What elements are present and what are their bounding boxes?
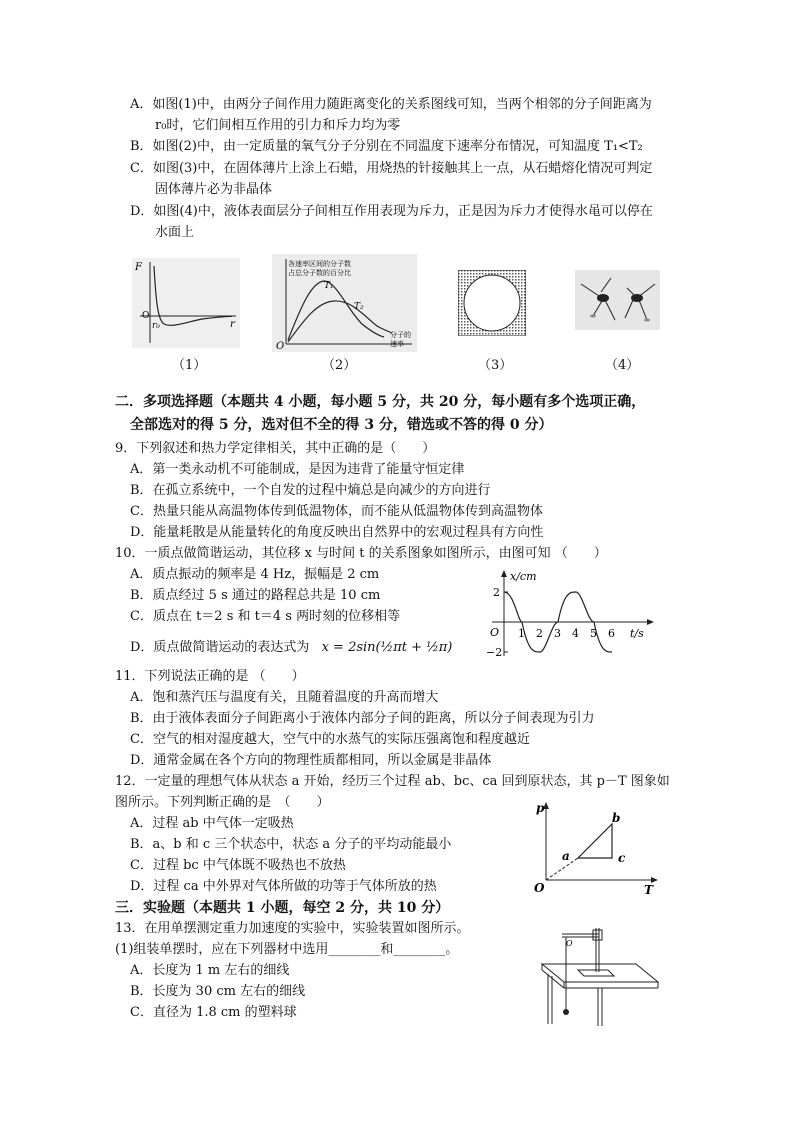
q10-graph-y-pos: 2 bbox=[493, 586, 500, 599]
q9-stem: 9．下列叙述和热力学定律相关，其中正确的是（ ） bbox=[115, 441, 436, 456]
q12-option-b: B．a、b 和 c 三个状态中，状态 a 分子的平均动能最小 bbox=[130, 837, 452, 852]
q9-option-c: C．热量只能从高温物体传到低温物体，而不能从低温物体传到高温物体 bbox=[130, 504, 543, 519]
fig1-o-label: O bbox=[142, 311, 150, 321]
q13-option-b: B．长度为 30 cm 左右的细线 bbox=[130, 984, 306, 999]
section-2-title-line2: 全部选对的得 5 分，选对但不全的得 3 分，错选或不答的得 0 分） bbox=[130, 417, 553, 433]
q12-graph-a-label: a bbox=[562, 849, 570, 863]
q10-graph-y-neg: −2 bbox=[486, 646, 503, 659]
q9-option-b: B．在孤立系统中，一个自发的过程中熵总是向减少的方向进行 bbox=[130, 483, 491, 498]
fig2-o-label: O bbox=[276, 341, 285, 352]
q10-graph-tick-3: 3 bbox=[554, 627, 561, 640]
q12-graph-p-label: p bbox=[536, 801, 545, 815]
figure-3-wax-plate bbox=[458, 270, 526, 340]
q12-graph-c-label: c bbox=[618, 851, 626, 865]
q8-option-a-line2: r₀时，它们间相互作用的引力和斥力均为零 bbox=[155, 118, 401, 133]
figure-2-speed-distribution bbox=[272, 254, 417, 356]
q10-option-a: A．质点振动的频率是 4 Hz，振幅是 2 cm bbox=[130, 567, 380, 582]
q12-option-d: D．过程 ca 中外界对气体所做的功等于气体所放的热 bbox=[130, 879, 437, 894]
q12-pt-graph bbox=[532, 800, 662, 899]
q12-graph-t-label: T bbox=[644, 883, 653, 895]
q10-option-c: C．质点在 t＝2 s 和 t＝4 s 两时刻的位移相等 bbox=[130, 609, 401, 624]
fig2-t1-label: T₁ bbox=[324, 281, 334, 291]
q12-option-c: C．过程 bc 中气体既不吸热也不放热 bbox=[130, 858, 346, 873]
q11-option-c: C．空气的相对湿度越大，空气中的水蒸气的实际压强离饱和程度越近 bbox=[130, 732, 530, 747]
q10-option-b: B．质点经过 5 s 通过的路程总共是 10 cm bbox=[130, 588, 381, 603]
q10-graph-origin: O bbox=[490, 626, 500, 639]
figure-4-caption: （4） bbox=[605, 358, 640, 373]
fig2-ylabel-2: 占总分子数的百分比 bbox=[288, 269, 351, 277]
q12-graph-origin: O bbox=[534, 881, 545, 895]
q10-displacement-graph bbox=[482, 566, 657, 665]
figure-2-caption: （2） bbox=[322, 358, 357, 373]
q13-option-a: A．长度为 1 m 左右的细线 bbox=[130, 963, 290, 978]
section-2-title-line1: 二．多项选择题（本题共 4 小题，每小题 5 分，共 20 分，每小题有多个选项正确， bbox=[115, 394, 646, 410]
q10-graph-ylabel: x/cm bbox=[510, 570, 537, 583]
q11-option-a: A．饱和蒸汽压与温度有关，且随着温度的升高而增大 bbox=[130, 690, 439, 705]
q12-graph-b-label: b bbox=[612, 811, 621, 825]
q10-stem: 10．一质点做简谐运动，其位移 x 与时间 t 的关系图象如图所示，由图可知 （ ） bbox=[115, 546, 607, 561]
figure-1-caption: （1） bbox=[172, 358, 207, 373]
fig2-xlabel-1: 分子的 bbox=[390, 331, 411, 339]
q10-option-d-formula: x = 2sin(½πt + ½π) bbox=[321, 640, 453, 655]
q10-graph-tick-4: 4 bbox=[572, 627, 579, 640]
q13-sub1: (1)组装单摆时，应在下列器材中选用________和________。 bbox=[115, 942, 459, 957]
fig2-t2-label: T₂ bbox=[354, 302, 364, 312]
q10-graph-tick-6: 6 bbox=[608, 627, 615, 640]
q11-option-b: B．由于液体表面分子间距离小于液体内部分子间的距离，所以分子间表现为引力 bbox=[130, 711, 595, 726]
figure-4-water-striders bbox=[575, 270, 660, 334]
q10-graph-tick-2: 2 bbox=[536, 627, 543, 640]
q13-stem: 13．在用单摆测定重力加速度的实验中，实验装置如图所示。 bbox=[115, 921, 470, 936]
q8-option-c-line1: C．如图(3)中，在固体薄片上涂上石蜡，用烧热的针接触其上一点，从石蜡熔化情况可判定 bbox=[130, 161, 653, 176]
fig1-f-label: F bbox=[135, 262, 142, 273]
q9-option-d: D．能量耗散是从能量转化的角度反映出自然界中的宏观过程具有方向性 bbox=[130, 525, 544, 540]
fig2-ylabel-1: 各速率区间的分子数 bbox=[288, 260, 351, 268]
q8-option-d-line2: 水面上 bbox=[155, 225, 195, 240]
q9-option-a: A．第一类永动机不可能制成，是因为违背了能量守恒定律 bbox=[130, 462, 465, 477]
q10-graph-tick-1: 1 bbox=[518, 627, 525, 640]
q10-option-d bbox=[130, 639, 452, 657]
q11-stem: 11．下列说法正确的是 （ ） bbox=[115, 669, 305, 684]
figure-1-force-curve bbox=[132, 258, 240, 352]
fig1-r-label: r bbox=[230, 319, 235, 330]
q8-option-c-line2: 固体薄片必为非晶体 bbox=[155, 182, 273, 197]
q11-option-d: D．通常金属在各个方向的物理性质都相同，所以金属是非晶体 bbox=[130, 753, 492, 768]
q13-option-c: C．直径为 1.8 cm 的塑料球 bbox=[130, 1005, 297, 1020]
figure-3-caption: （3） bbox=[478, 358, 513, 373]
section-3-title: 三．实验题（本题共 1 小题，每空 2 分，共 10 分） bbox=[115, 900, 450, 916]
fig2-xlabel-2: 速率 bbox=[390, 340, 404, 348]
q10-graph-tick-5: 5 bbox=[590, 627, 597, 640]
q12-stem-line1: 12．一定量的理想气体从状态 a 开始，经历三个过程 ab、bc、ca 回到原状态，其 p－T 图象如 bbox=[115, 774, 670, 789]
q12-stem-line2: 图所示。下列判断正确的是 （ ） bbox=[115, 795, 330, 810]
q8-option-b: B．如图(2)中，由一定质量的氧气分子分别在不同温度下速率分布情况，可知温度 T₁<T₂ bbox=[130, 139, 643, 154]
q10-option-d-prefix: D．质点做简谐运动的表达式为 bbox=[130, 640, 310, 655]
q8-option-a-line1: A．如图(1)中，由两分子间作用力随距离变化的关系图线可知，当两个相邻的分子间距离为 bbox=[130, 97, 652, 112]
q13-pendulum-apparatus bbox=[536, 924, 661, 1033]
q8-option-d-line1: D．如图(4)中，液体表面层分子间相互作用表现为斥力，正是因为斥力才使得水黾可以停在 bbox=[130, 204, 653, 219]
q10-graph-xlabel: t/s bbox=[630, 627, 644, 640]
fig1-r0-label: r₀ bbox=[152, 321, 160, 331]
q13-fig-o-label: O bbox=[566, 939, 573, 948]
q12-option-a: A．过程 ab 中气体一定吸热 bbox=[130, 816, 294, 831]
